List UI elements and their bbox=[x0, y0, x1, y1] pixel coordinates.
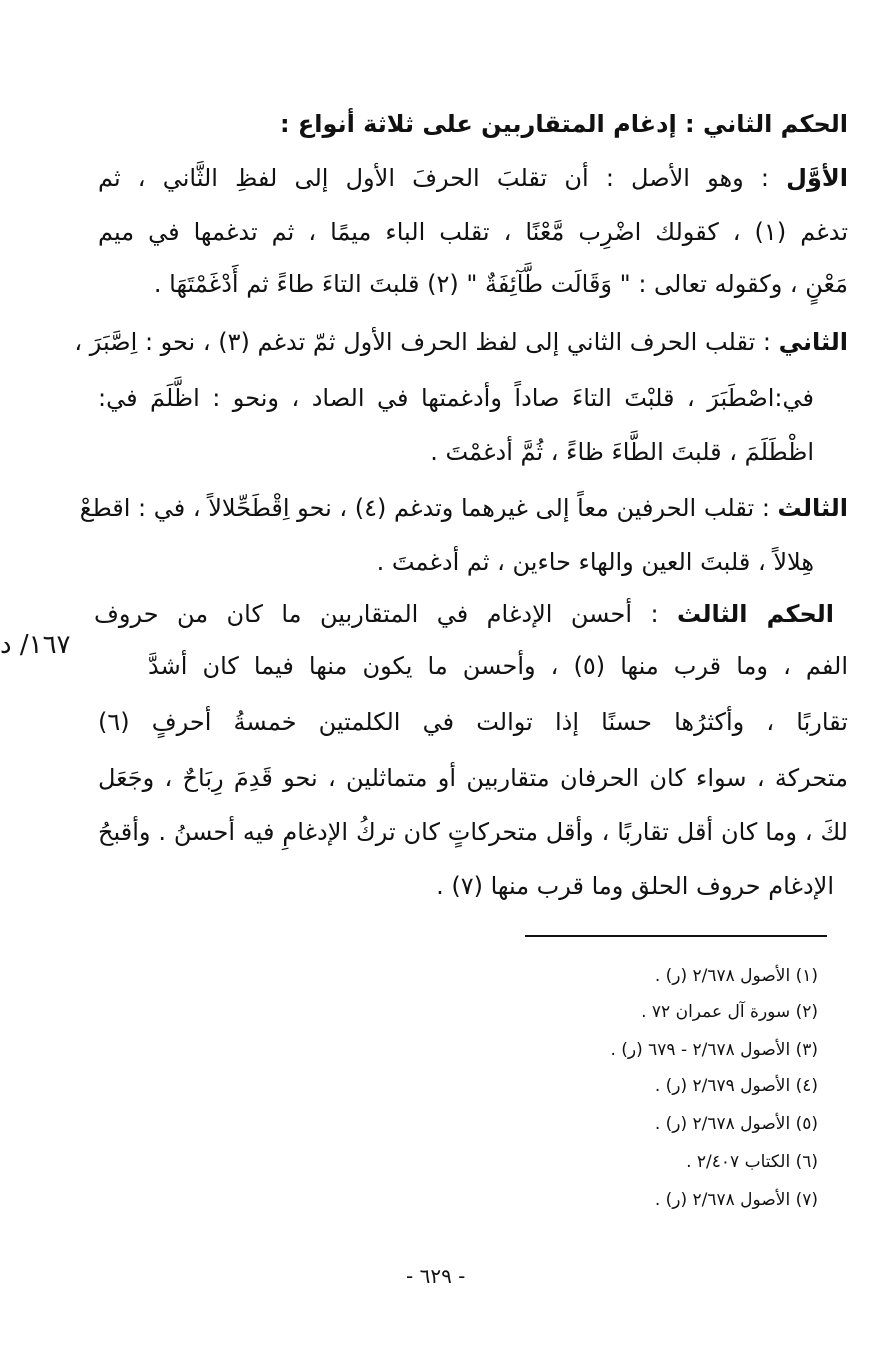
footnote-1: (١) الأصول ٢/٦٧٨ (ر) . bbox=[654, 966, 818, 986]
text-line-2: الأوَّل : وهو الأصل : أن تقلبَ الحرفَ الأول إلى لفظِ الثَّاني ، ثم bbox=[98, 164, 848, 192]
margin-note: ١٦٧/ د bbox=[0, 630, 71, 660]
footnote-5: (٥) الأصول ٢/٦٧٨ (ر) . bbox=[654, 1114, 818, 1134]
text-line-15: الإدغام حروف الحلق وما قرب منها (٧) . bbox=[436, 872, 834, 900]
text-line-11: الفم ، وما قرب منها (٥) ، وأحسن ما يكون منها فيما كان أشدَّ bbox=[148, 652, 848, 680]
text-line-6: في:اصْطَبَرَ ، قلبْتَ التاءَ صاداً وأدغمتها في الصاد ، ونحو : اظَّلَمَ في: bbox=[98, 384, 814, 412]
footnote-3: (٣) الأصول ٢/٦٧٨ - ٦٧٩ (ر) . bbox=[610, 1040, 818, 1060]
text-line-9: هِلالاً ، قلبتَ العين والهاء حاءين ، ثم أدغمتَ . bbox=[376, 548, 814, 576]
text-line-5: الثاني : تقلب الحرف الثاني إلى لفظ الحرف الأول ثمّ تدغم (٣) ، نحو : اِصَّبَرَ ، bbox=[74, 328, 848, 356]
item-label: الثاني bbox=[778, 328, 848, 356]
text-line-13: متحركة ، سواء كان الحرفان متقاربين أو متماثلين ، نحو قَدِمَ رِبَاحٌ ، وجَعَل bbox=[98, 764, 848, 792]
text-line-12: تقاربًا ، وأكثرُها حسنًا إذا توالت في الكلمتين خمسةُ أحرفٍ (٦) bbox=[98, 708, 848, 736]
text-line-1 bbox=[98, 104, 848, 144]
page-number: - ٦٢٩ - bbox=[406, 1264, 466, 1288]
footnote-6: (٦) الكتاب ٢/٤٠٧ . bbox=[686, 1152, 818, 1172]
footnote-7: (٧) الأصول ٢/٦٧٨ (ر) . bbox=[654, 1190, 818, 1210]
section-heading: الحكم الثالث bbox=[677, 600, 834, 628]
text-line-3: تدغم (١) ، كقولك اضْرِب مَّعْنًا ، تقلب الباء ميمًا ، ثم تدغمها في ميم bbox=[98, 218, 848, 246]
text-line-4: مَعْنٍ ، وكقوله تعالى : " وَقَالَت طَّآئِفَةٌ " (٢) قلبتَ التاءَ طاءً ثم أَدْغَمْتَهَا . bbox=[153, 270, 848, 298]
text-line-10: الحكم الثالث : أحسن الإدغام في المتقاربين ما كان من حروف bbox=[94, 600, 834, 628]
text-line-8: الثالث : تقلب الحرفين معاً إلى غيرهما وتدغم (٤) ، نحو اِقْطَحِّلالاً ، في : اقطعْ bbox=[79, 494, 848, 522]
footnote-divider bbox=[525, 935, 827, 937]
footnote-4: (٤) الأصول ٢/٦٧٩ (ر) . bbox=[654, 1076, 818, 1096]
text-line-7: اظْطَلَمَ ، قلبتَ الطَّاءَ ظاءً ، ثُمَّ أدغمْتَ . bbox=[430, 438, 814, 466]
footnote-2: (٢) سورة آل عمران ٧٢ . bbox=[641, 1002, 818, 1022]
item-label: الثالث bbox=[777, 494, 848, 522]
item-label: الأوَّل bbox=[786, 164, 848, 192]
text-line-14: لكَ ، وما كان أقل تقاربًا ، وأقل متحركاتٍ كان تركُ الإدغامِ فيه أحسنُ . وأقبحُ bbox=[98, 818, 848, 846]
section-heading: الحكم الثاني : إدغام المتقاربين على ثلاثة أنواع : bbox=[279, 110, 848, 138]
